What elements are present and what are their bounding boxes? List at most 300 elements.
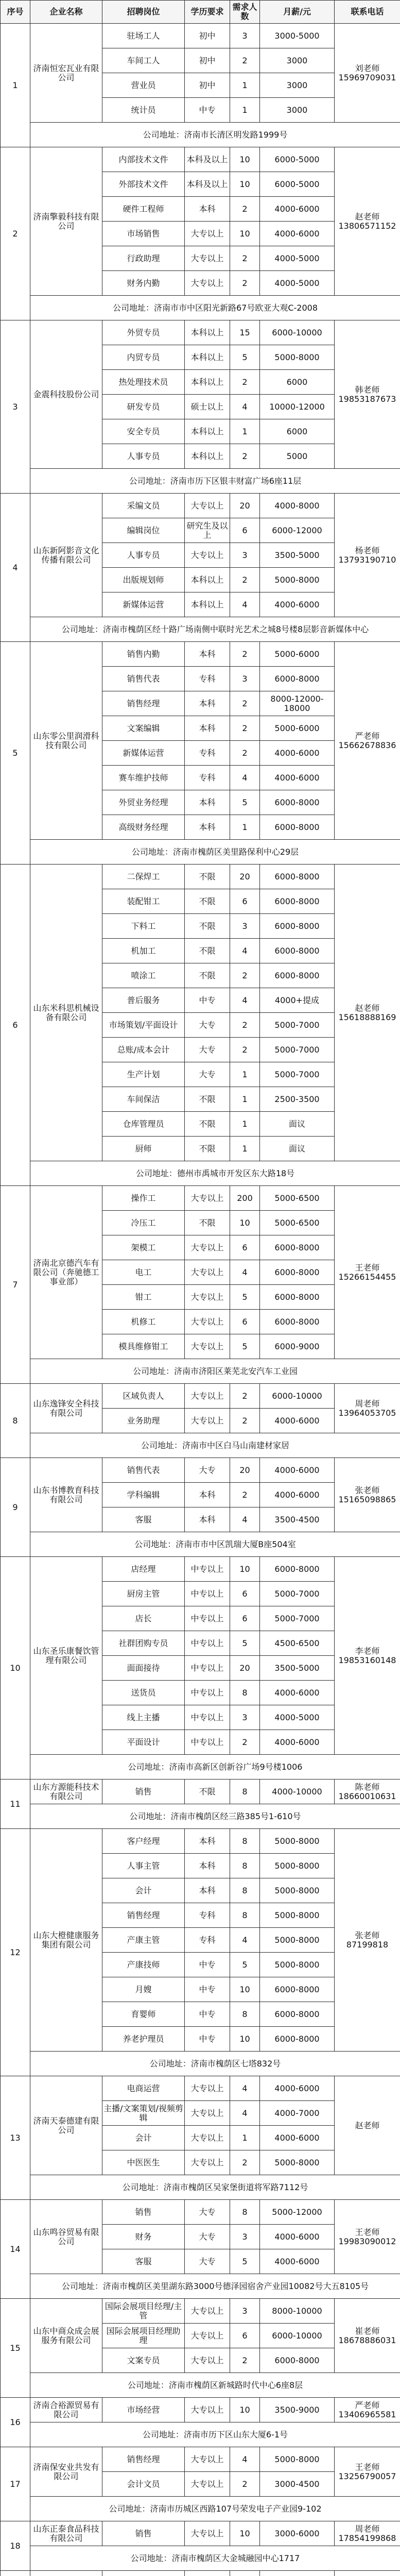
- job-row: [1, 2521, 400, 2546]
- headcount: 4: [230, 766, 260, 790]
- salary: 2500-3500: [260, 1087, 335, 1112]
- job-title: 装配钳工: [102, 889, 185, 914]
- education: 中专以上: [185, 1681, 230, 1705]
- headcount: 200: [230, 1186, 260, 1211]
- job-title: 人事专员: [102, 543, 185, 568]
- salary: 4000-6000: [260, 2249, 335, 2274]
- education: 中专: [185, 98, 230, 123]
- salary: 5000-7000: [260, 1606, 335, 1631]
- headcount: 6: [230, 518, 260, 543]
- company-address: 公司地址：济南市济阳区莱芜北安汽车工业园: [30, 1359, 400, 1384]
- salary: 3500-4500: [260, 1507, 335, 1532]
- education: 不限: [185, 1112, 230, 1137]
- headcount: 2: [230, 271, 260, 296]
- job-title: 养老护理员: [102, 2027, 185, 2052]
- job-title: 安全专员: [102, 419, 185, 444]
- salary: 5000-8000: [260, 1953, 335, 1977]
- job-title: 采编文员: [102, 494, 185, 518]
- headcount: 5: [230, 1953, 260, 1977]
- job-title: 市场策划/平面设计: [102, 1013, 185, 1038]
- job-row: [1, 24, 400, 48]
- serial-number: 5: [1, 642, 30, 865]
- serial-number: 1: [1, 24, 30, 147]
- education: 硕士以上: [185, 395, 230, 419]
- job-title: 电工: [102, 1260, 185, 1285]
- job-row: [1, 1829, 400, 1854]
- job-title: 产康技师: [102, 1953, 185, 1977]
- salary: 6000-8000: [260, 2027, 335, 2052]
- headcount: 10: [230, 147, 260, 172]
- job-title: 客服: [102, 1507, 185, 1532]
- address-row: [1, 1755, 400, 1780]
- education: 专科: [185, 667, 230, 691]
- salary: 4000-6000: [260, 222, 335, 246]
- headcount: 4: [230, 2447, 260, 2472]
- headcount: [230, 2571, 260, 2576]
- job-title: 学科编辑: [102, 1483, 185, 1507]
- headcount: 2: [230, 716, 260, 741]
- education: 本科及以上: [185, 172, 230, 197]
- job-row: [1, 2571, 400, 2576]
- contact-info: 严老师 13406965581: [335, 2398, 400, 2422]
- job-title: 冷压工: [102, 1211, 185, 1235]
- education: 大专以上: [185, 494, 230, 518]
- company-address: 公司地址：济南市长清区明发路1999号: [30, 123, 400, 147]
- salary: 6000-8000: [260, 865, 335, 889]
- education: 大专: [185, 1458, 230, 1483]
- company-name: 山东正泰食品科技有限公司: [30, 2521, 102, 2546]
- education: 大专以上: [185, 2101, 230, 2126]
- education: 本科以上: [185, 568, 230, 592]
- contact-info: 周老师 13964053705: [335, 1384, 400, 1433]
- company-address: 公司地址：济南市历下区银丰财富广场6座11层: [30, 469, 400, 494]
- headcount: 2: [230, 1038, 260, 1062]
- education: 大专以上: [185, 2076, 230, 2101]
- education: 中专以上: [185, 1557, 230, 1582]
- job-row: [1, 2299, 400, 2324]
- education: 中专: [185, 988, 230, 1013]
- job-title: 会计: [102, 2126, 185, 2150]
- address-row: [1, 2052, 400, 2076]
- salary: 5000-8000: [260, 2447, 335, 2472]
- salary: 6000-8000: [260, 1310, 335, 1334]
- address-row: [1, 1433, 400, 1458]
- education: 中专以上: [185, 1631, 230, 1656]
- headcount: 2: [230, 1730, 260, 1755]
- job-title: 文案编辑: [102, 716, 185, 741]
- company-name: 济南恒宏瓦业有限公司: [30, 24, 102, 123]
- company-address: 公司地址：济南市槐荫区大金城融园中心1717: [30, 2546, 400, 2571]
- job-row: [1, 865, 400, 889]
- education: 大专以上: [185, 543, 230, 568]
- salary: 5000-6500: [260, 1211, 335, 1235]
- job-title: 人事专员: [102, 444, 185, 469]
- salary: 6000-8000: [260, 2002, 335, 2027]
- address-row: [1, 840, 400, 865]
- job-title: 出版规划师: [102, 568, 185, 592]
- education: 专科: [185, 1903, 230, 1928]
- job-title: 赛车维护技师: [102, 766, 185, 790]
- headcount: 1: [230, 419, 260, 444]
- serial-number: 12: [1, 1829, 30, 2076]
- job-row: [1, 1384, 400, 1409]
- education: 中专: [185, 1977, 230, 2002]
- education: 大专以上: [185, 1186, 230, 1211]
- salary: 4000-8000: [260, 494, 335, 518]
- job-title: 机加工: [102, 939, 185, 963]
- job-row: [1, 2398, 400, 2422]
- education: 中专以上: [185, 1705, 230, 1730]
- salary: 4000-7000: [260, 2101, 335, 2126]
- salary: 3500-9000: [260, 2398, 335, 2422]
- job-title: 编辑岗位: [102, 518, 185, 543]
- job-title: 会计文员: [102, 2472, 185, 2497]
- salary: 4000-6000: [260, 1730, 335, 1755]
- company-address: 公司地址：济南市中区白马山南建材家居: [30, 1433, 400, 1458]
- education: 初中: [185, 48, 230, 73]
- job-row: [1, 147, 400, 172]
- headcount: 10: [230, 2027, 260, 2052]
- job-title: 客服: [102, 2249, 185, 2274]
- education: 大专以上: [185, 1384, 230, 1409]
- salary: 4000-6000: [260, 2225, 335, 2249]
- headcount: 2: [230, 246, 260, 271]
- contact-info: 周老师 17854199868: [335, 2521, 400, 2546]
- salary: 3000-5000: [260, 24, 335, 48]
- education: 不限: [185, 865, 230, 889]
- job-title: 社群团购专员: [102, 1631, 185, 1656]
- headcount: 10: [230, 2521, 260, 2546]
- job-title: 总账/成本会计: [102, 1038, 185, 1062]
- education: 大专以上: [185, 1334, 230, 1359]
- headcount: 2: [230, 1384, 260, 1409]
- job-title: 产康主管: [102, 1928, 185, 1953]
- headcount: 6: [230, 2324, 260, 2348]
- education: 不限: [185, 1780, 230, 1804]
- salary: 4000-6000: [260, 2126, 335, 2150]
- job-title: 研发专员: [102, 395, 185, 419]
- education: 大专以上: [185, 1285, 230, 1310]
- job-title: 营业员: [102, 73, 185, 98]
- education: 研究生及以上: [185, 518, 230, 543]
- salary: 6000-10000: [260, 320, 335, 345]
- company-name: 金震科技股份公司: [30, 320, 102, 469]
- job-title: 新媒体运营: [102, 592, 185, 617]
- education: 大专以上: [185, 1260, 230, 1285]
- education: 不限: [185, 889, 230, 914]
- contact-info: 刘老师 15969709031: [335, 24, 400, 123]
- salary: 5000-6000: [260, 642, 335, 667]
- salary: 6000-8000: [260, 1285, 335, 1310]
- education: 大专以上: [185, 2299, 230, 2324]
- salary: 4000-6000: [260, 592, 335, 617]
- job-title: 内贸专员: [102, 345, 185, 370]
- education: 大专以上: [185, 2447, 230, 2472]
- education: 大专: [185, 2200, 230, 2225]
- address-row: [1, 2422, 400, 2447]
- education: 大专以上: [185, 1235, 230, 1260]
- education: 大专: [185, 2225, 230, 2249]
- education: 本科: [185, 1829, 230, 1854]
- company-address: 公司地址：济南市市中区凯瑞大厦B座504室: [30, 1532, 400, 1557]
- job-title: 车间保洁: [102, 1087, 185, 1112]
- contact-info: 陈老师 18660010631: [335, 1780, 400, 1804]
- header-cell: 招聘岗位: [102, 1, 185, 24]
- contact-info: 韩老师 19853187673: [335, 320, 400, 469]
- headcount: 1: [230, 73, 260, 98]
- salary: 6000-8000: [260, 667, 335, 691]
- job-title: 市场销售: [102, 222, 185, 246]
- address-row: [1, 1532, 400, 1557]
- job-title: 外贸专员: [102, 320, 185, 345]
- job-title: 厨房主管: [102, 1582, 185, 1606]
- education: 本科以上: [185, 444, 230, 469]
- education: 不限: [185, 1137, 230, 1161]
- job-title: 操作工: [102, 1186, 185, 1211]
- job-title: 送货员: [102, 1681, 185, 1705]
- salary: 6000-8000: [260, 939, 335, 963]
- salary: 6000-9000: [260, 1334, 335, 1359]
- address-row: [1, 1161, 400, 1186]
- headcount: 2: [230, 568, 260, 592]
- education: 大专以上: [185, 2521, 230, 2546]
- headcount: 2: [230, 1409, 260, 1433]
- salary: 4000-5000: [260, 246, 335, 271]
- serial-number: 8: [1, 1384, 30, 1458]
- headcount: 5: [230, 1631, 260, 1656]
- education: 本科: [185, 691, 230, 716]
- job-title: 中医医生: [102, 2150, 185, 2175]
- headcount: 8: [230, 2200, 260, 2225]
- salary: 4000+提成: [260, 988, 335, 1013]
- salary: 6000-8000: [260, 1260, 335, 1285]
- headcount: 20: [230, 1656, 260, 1681]
- job-title: 销售代表: [102, 1458, 185, 1483]
- serial-number: 18: [1, 2521, 30, 2571]
- job-title: 业务助理: [102, 1409, 185, 1433]
- salary: 6000-8000: [260, 2348, 335, 2373]
- salary: 4000-6000: [260, 1483, 335, 1507]
- education: 初中: [185, 73, 230, 98]
- education: 本科: [185, 815, 230, 840]
- job-title: 市场经营: [102, 2398, 185, 2422]
- education: 本科: [185, 1878, 230, 1903]
- education: 大专以上: [185, 1409, 230, 1433]
- company-name: 济南保安业共发有限公司: [30, 2447, 102, 2497]
- headcount: 3: [230, 914, 260, 939]
- education: 本科: [185, 1507, 230, 1532]
- job-title: 高级财务经理: [102, 815, 185, 840]
- job-title: 普后服务: [102, 988, 185, 1013]
- education: 本科以上: [185, 345, 230, 370]
- salary: 3000: [260, 98, 335, 123]
- education: 专科: [185, 741, 230, 766]
- salary: 4000-6000: [260, 766, 335, 790]
- company-name: 济南天泰德建有限公司: [30, 2076, 102, 2175]
- education: 大专以上: [185, 2472, 230, 2497]
- education: 中专以上: [185, 1582, 230, 1606]
- headcount: 5: [230, 790, 260, 815]
- salary: 8000-12000-18000: [260, 691, 335, 716]
- salary: 5000-8000: [260, 1878, 335, 1903]
- headcount: 2: [230, 963, 260, 988]
- job-title: 统计员: [102, 98, 185, 123]
- job-title: 会计: [102, 1878, 185, 1903]
- address-row: [1, 2546, 400, 2571]
- job-row: [1, 642, 400, 667]
- headcount: 1: [230, 815, 260, 840]
- address-row: [1, 2373, 400, 2398]
- salary: 4000-10000: [260, 1780, 335, 1804]
- company-address: 公司地址：济南市历下区山东大厦6-1号: [30, 2422, 400, 2447]
- headcount: 8: [230, 1903, 260, 1928]
- company-address: 公司地址：济南市市中区阳光新路67号欧亚大观C-2008: [30, 296, 400, 320]
- serial-number: 15: [1, 2299, 30, 2398]
- company-name: 山东圣乐康餐饮管理有限公司: [30, 1557, 102, 1755]
- salary: 5000-7000: [260, 1013, 335, 1038]
- headcount: 2: [230, 642, 260, 667]
- headcount: 1: [230, 1112, 260, 1137]
- headcount: 10: [230, 222, 260, 246]
- job-row: [1, 2200, 400, 2225]
- education: 大专以上: [185, 2150, 230, 2175]
- education: 中专以上: [185, 1656, 230, 1681]
- education: 中专: [185, 2002, 230, 2027]
- job-title: 客户经理: [102, 1829, 185, 1854]
- company-address: 公司地址：德州市禹城市开发区东大路18号: [30, 1161, 400, 1186]
- salary: 5000-8000: [260, 2150, 335, 2175]
- education: 不限: [185, 939, 230, 963]
- company-name: 山东零公里润滑科技有限公司: [30, 642, 102, 840]
- job-row: [1, 2447, 400, 2472]
- salary: 5000-8000: [260, 1854, 335, 1878]
- address-row: [1, 123, 400, 147]
- header-row: [1, 1, 400, 24]
- headcount: 20: [230, 494, 260, 518]
- headcount: 2: [230, 2150, 260, 2175]
- salary: 3000: [260, 48, 335, 73]
- salary: 4000-6000: [260, 197, 335, 222]
- salary: 6000-10000: [260, 1384, 335, 1409]
- salary: 5000-8000: [260, 1903, 335, 1928]
- job-row: [1, 1780, 400, 1804]
- salary: 5000-12000: [260, 2200, 335, 2225]
- company-name: [30, 2571, 102, 2576]
- company-address: 公司地址：济南市槐荫区经十路广场南侧中联时光艺术之城8号楼8层影音新媒体中心: [30, 617, 400, 642]
- headcount: 1: [230, 98, 260, 123]
- salary: 5000-8000: [260, 345, 335, 370]
- salary: 4000-5000: [260, 1705, 335, 1730]
- serial-number: 9: [1, 1458, 30, 1557]
- headcount: 4: [230, 1507, 260, 1532]
- education: 中专以上: [185, 1730, 230, 1755]
- address-row: [1, 1804, 400, 1829]
- headcount: 2: [230, 197, 260, 222]
- job-title: 架模工: [102, 1235, 185, 1260]
- education: 不限: [185, 914, 230, 939]
- job-title: 钳工: [102, 1285, 185, 1310]
- headcount: 4: [230, 395, 260, 419]
- job-title: 销售: [102, 2521, 185, 2546]
- headcount: 5: [230, 1334, 260, 1359]
- headcount: 1: [230, 1062, 260, 1087]
- headcount: 2: [230, 2472, 260, 2497]
- education: 大专以上: [185, 2398, 230, 2422]
- job-row: [1, 1186, 400, 1211]
- serial-number: 11: [1, 1780, 30, 1829]
- education: 大专: [185, 1013, 230, 1038]
- contact-info: 张老师 87199818: [335, 1829, 400, 2052]
- education: 本科: [185, 790, 230, 815]
- headcount: 4: [230, 1260, 260, 1285]
- job-title: 仓库管理员: [102, 1112, 185, 1137]
- job-title: 行政助理: [102, 246, 185, 271]
- headcount: 4: [230, 2076, 260, 2101]
- salary: 6000-8000: [260, 1235, 335, 1260]
- headcount: 2: [230, 370, 260, 395]
- address-row: [1, 296, 400, 320]
- job-title: 面面接待: [102, 1656, 185, 1681]
- header-cell: 学历要求: [185, 1, 230, 24]
- headcount: 6: [230, 1310, 260, 1334]
- contact-info: 王老师 13256790057: [335, 2447, 400, 2497]
- company-address: 公司地址：济南市历城区西路107号荣发电子产业园9-102: [30, 2497, 400, 2521]
- salary: 5000: [260, 444, 335, 469]
- address-row: [1, 469, 400, 494]
- salary: 5000-8000: [260, 1928, 335, 1953]
- contact-info: 杨老师 13793190710: [335, 494, 400, 617]
- company-name: 山东新阿影音文化传播有限公司: [30, 494, 102, 617]
- job-title: 线上主播: [102, 1705, 185, 1730]
- headcount: 4: [230, 988, 260, 1013]
- salary: 面议: [260, 1137, 335, 1161]
- salary: 6000-8000: [260, 889, 335, 914]
- job-title: 销售内勤: [102, 642, 185, 667]
- salary: 4000-6000: [260, 1409, 335, 1433]
- education: 大专: [185, 1062, 230, 1087]
- headcount: 10: [230, 172, 260, 197]
- header-cell: 企业名称: [30, 1, 102, 24]
- headcount: 4: [230, 2101, 260, 2126]
- education: 中专以上: [185, 1606, 230, 1631]
- education: 中专: [185, 1953, 230, 1977]
- job-title: 文案专员: [102, 2348, 185, 2373]
- serial-number: 13: [1, 2076, 30, 2200]
- headcount: 5: [230, 2249, 260, 2274]
- salary: 6000-8000: [260, 1977, 335, 2002]
- headcount: 1: [230, 1137, 260, 1161]
- job-title: 国际会展项目经理/主管: [102, 2299, 185, 2324]
- headcount: 3: [230, 667, 260, 691]
- education: 大专以上: [185, 246, 230, 271]
- company-name: 山东鸣谷贸易有限公司: [30, 2200, 102, 2274]
- company-name: 山东方源能科技术有限公司: [30, 1780, 102, 1804]
- education: 大专: [185, 1038, 230, 1062]
- headcount: 2: [230, 48, 260, 73]
- header-cell: 联系电话: [335, 1, 400, 24]
- salary: 3000: [260, 73, 335, 98]
- headcount: 2: [230, 691, 260, 716]
- contact-info: 王老师 19983090012: [335, 2200, 400, 2274]
- company-name: 济南擎毅科技有限公司: [30, 147, 102, 296]
- company-name: 山东逸锋安全科技有限公司: [30, 1384, 102, 1433]
- address-row: [1, 2274, 400, 2299]
- salary: 6000-8000: [260, 914, 335, 939]
- education: 本科及以上: [185, 147, 230, 172]
- education: 中专: [185, 2027, 230, 2052]
- salary: [260, 2571, 335, 2576]
- contact-info: 张老师 15165098865: [335, 1458, 400, 1532]
